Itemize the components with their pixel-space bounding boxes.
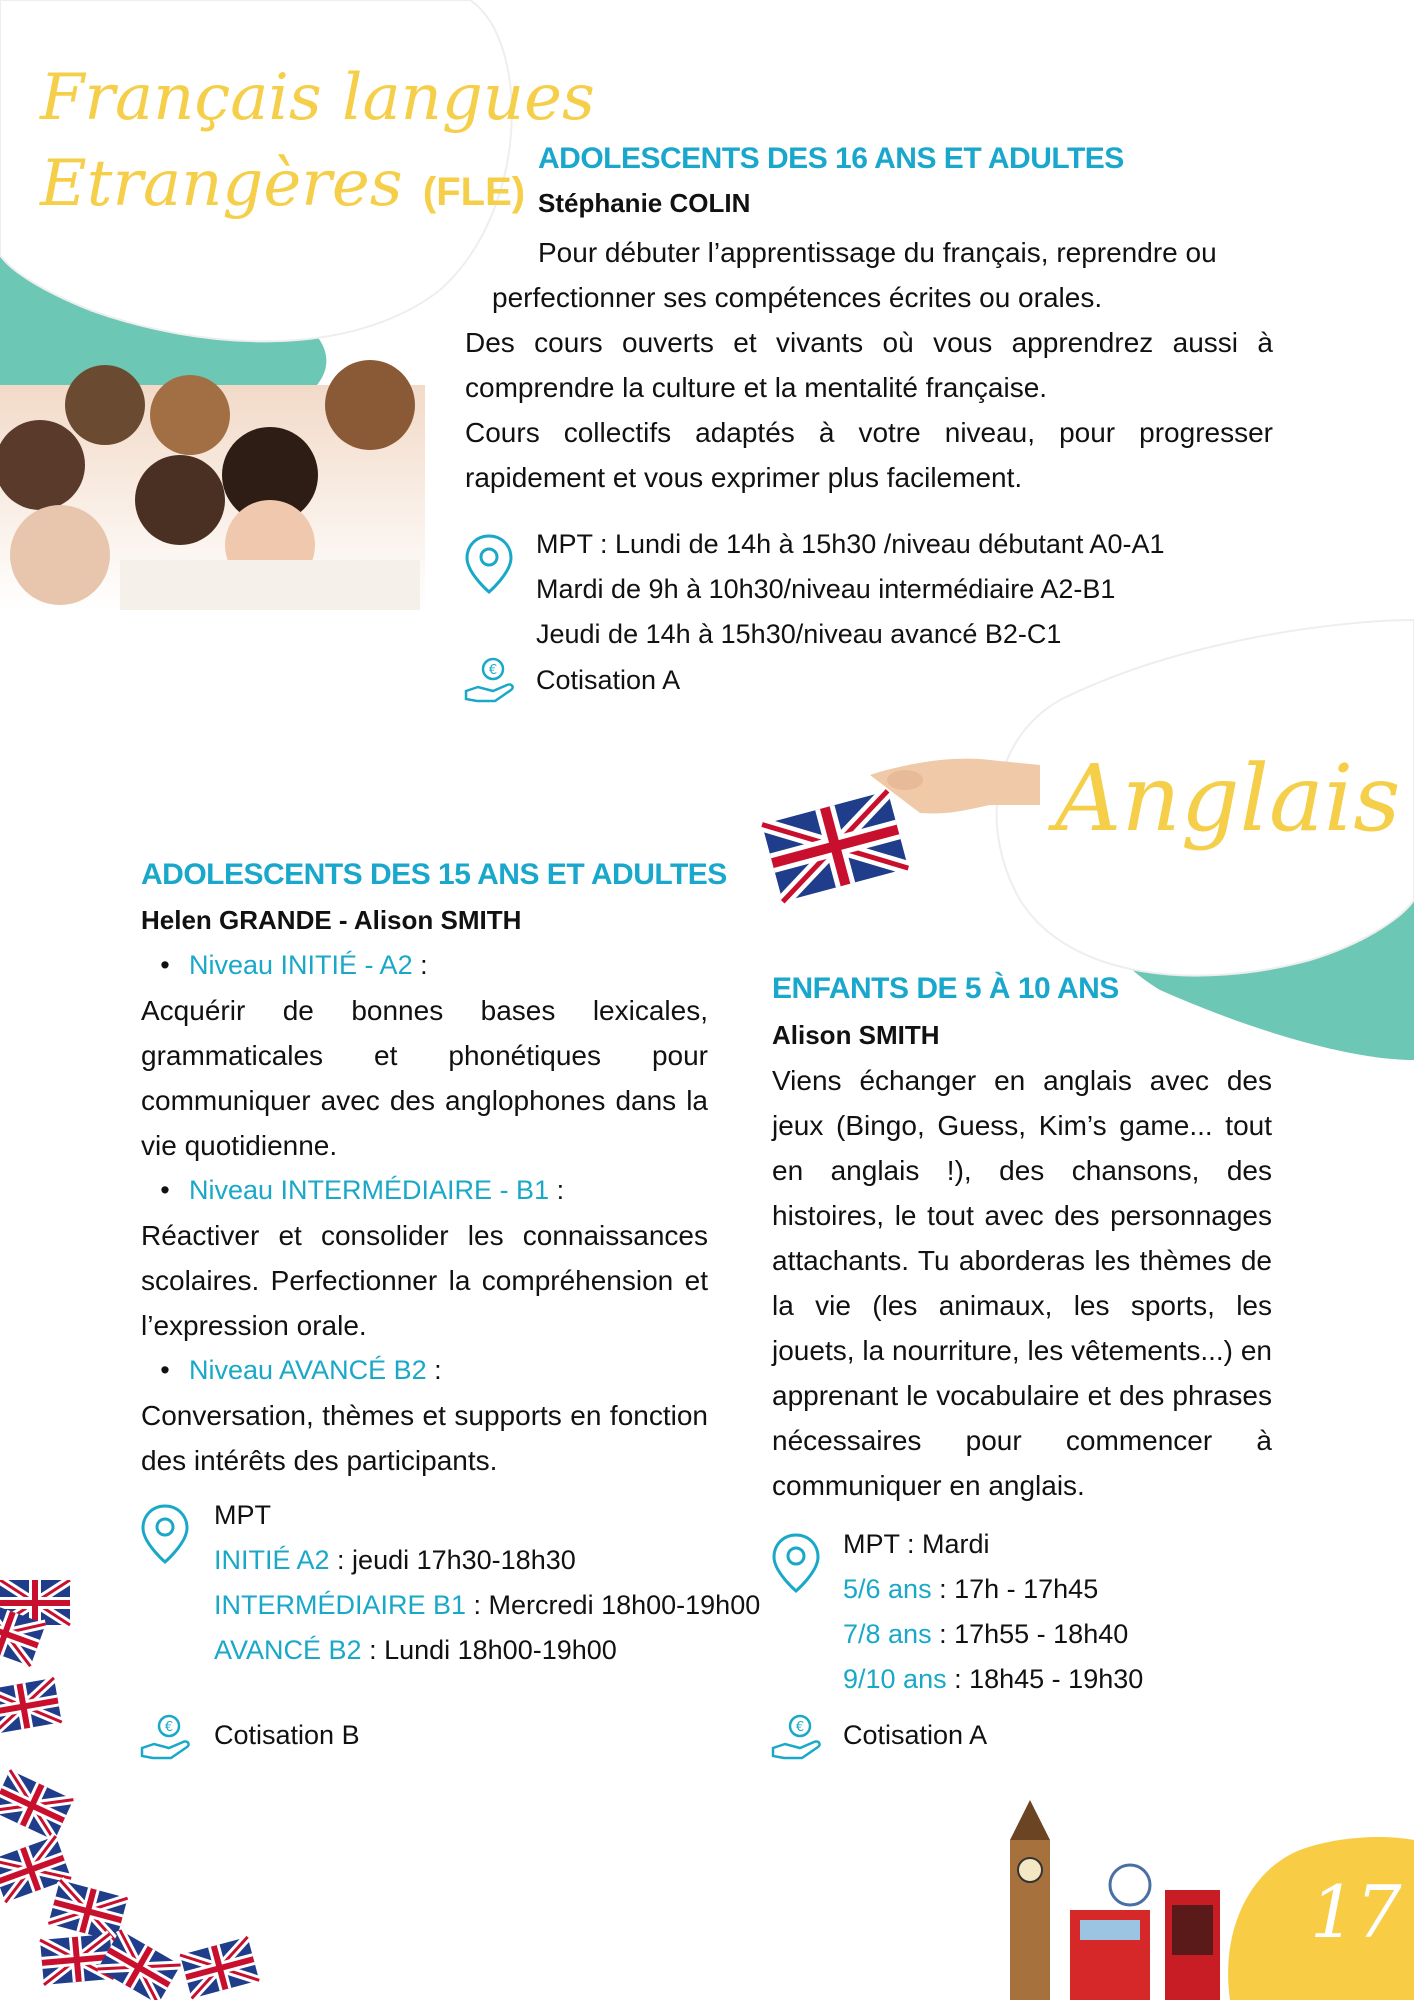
level-description: Acquérir de bonnes bases lexicales, grammaticales et phonétiques pour communiquer avec des anglophones dans la vie quotidienne.: [141, 995, 708, 1161]
fle-schedule: [536, 522, 1164, 657]
level-description: Réactiver et consolider les connaissances scolaires. Perfectionner la compréhension et l’expression orale.: [141, 1220, 708, 1341]
fle-schedule-item: Jeudi de 14h à 15h30/niveau avancé B2-C1: [536, 619, 1062, 649]
fle-title-tag: (FLE): [422, 170, 526, 214]
level-name: Niveau AVANCÉ B2: [189, 1355, 427, 1385]
level-description: Conversation, thèmes et supports en fonction des intérêts des participants.: [141, 1400, 708, 1476]
schedule-item: 7/8 ans : 17h55 - 18h40: [843, 1619, 1129, 1649]
level-item: • Niveau INTERMÉDIAIRE - B1 :: [160, 1175, 565, 1205]
page-number: 17: [1310, 1870, 1402, 1954]
kids-schedule: [843, 1522, 1143, 1702]
adults-location: MPT: [214, 1500, 271, 1530]
location-pin-icon: [770, 1532, 822, 1594]
adults-teachers: Helen GRANDE - Alison SMITH: [141, 905, 522, 935]
anglais-title: Anglais: [1055, 745, 1401, 852]
kids-cotisation: Cotisation A: [843, 1720, 988, 1750]
hand-holding-uk-flag: [750, 735, 1040, 920]
level-name: Niveau INITIÉ - A2: [189, 950, 413, 980]
level-item: • Niveau AVANCÉ B2 :: [160, 1355, 442, 1385]
fle-schedule-item: Mardi de 9h à 10h30/niveau intermédiaire A2-B1: [536, 574, 1116, 604]
svg-text:€: €: [795, 1720, 805, 1735]
children-photo: [0, 345, 425, 610]
fle-title-line1: Français langues: [40, 61, 595, 135]
fle-description: Des cours ouverts et vivants où vous apprendrez aussi à comprendre la culture et la mentalité française.: [465, 327, 1273, 403]
kids-location: MPT : Mardi: [843, 1529, 990, 1559]
adults-cotisation: Cotisation B: [214, 1720, 360, 1750]
level-name: Niveau INTERMÉDIAIRE - B1: [189, 1175, 550, 1205]
schedule-item: AVANCÉ B2 : Lundi 18h00-19h00: [214, 1635, 617, 1665]
kids-audience: ENFANTS DE 5 À 10 ANS: [772, 972, 1119, 1005]
kids-teacher: Alison SMITH: [772, 1020, 940, 1050]
location-pin-icon: [463, 533, 515, 595]
fle-title: [40, 55, 595, 235]
money-hand-icon: [770, 1712, 824, 1764]
schedule-item: INITIÉ A2 : jeudi 17h30-18h30: [214, 1545, 576, 1575]
svg-text:€: €: [164, 1720, 174, 1735]
fle-audience: ADOLESCENTS DES 16 ANS ET ADULTES: [538, 142, 1124, 175]
svg-text:€: €: [488, 663, 498, 678]
location-pin-icon: [139, 1503, 191, 1565]
schedule-item: 9/10 ans : 18h45 - 19h30: [843, 1664, 1144, 1694]
adults-schedule: [214, 1493, 760, 1673]
adults-levels: [141, 943, 708, 1483]
fle-schedule-item: MPT : Lundi de 14h à 15h30 /niveau débutant A0-A1: [536, 529, 1165, 559]
money-hand-icon: [463, 655, 517, 707]
fle-intro-line2: perfectionner ses compétences écrites ou orales.: [492, 282, 1103, 313]
schedule-item: INTERMÉDIAIRE B1 : Mercredi 18h00-19h00: [214, 1590, 761, 1620]
fle-cotisation: Cotisation A: [536, 665, 681, 695]
level-item: • Niveau INITIÉ - A2 :: [160, 950, 428, 980]
fle-title-line2: Etrangères: [40, 147, 403, 221]
fle-courses: Cours collectifs adaptés à votre niveau, pour progresser rapidement et vous exprimer plus facilement.: [465, 417, 1273, 493]
london-landmarks-decoration: [980, 1800, 1240, 2000]
kids-description: Viens échanger en anglais avec des jeux (Bingo, Guess, Kim’s game... tout en anglais !), des chansons, des histoires, le tout avec des personnages attachants. Tu aborderas les thèmes de la vie (les animaux, les sports, les jouets, la nourriture, les vêtements...) en apprenant le vocabulaire et des phrases nécessaires pour commencer à communiquer en anglais.: [772, 1065, 1272, 1501]
adults-audience: ADOLESCENTS DES 15 ANS ET ADULTES: [141, 858, 727, 891]
uk-flags-decoration: [0, 1580, 270, 2000]
fle-teacher: Stéphanie COLIN: [538, 188, 751, 218]
fle-intro-line1: Pour débuter l’apprentissage du français, reprendre ou: [538, 237, 1217, 268]
schedule-item: 5/6 ans : 17h - 17h45: [843, 1574, 1099, 1604]
